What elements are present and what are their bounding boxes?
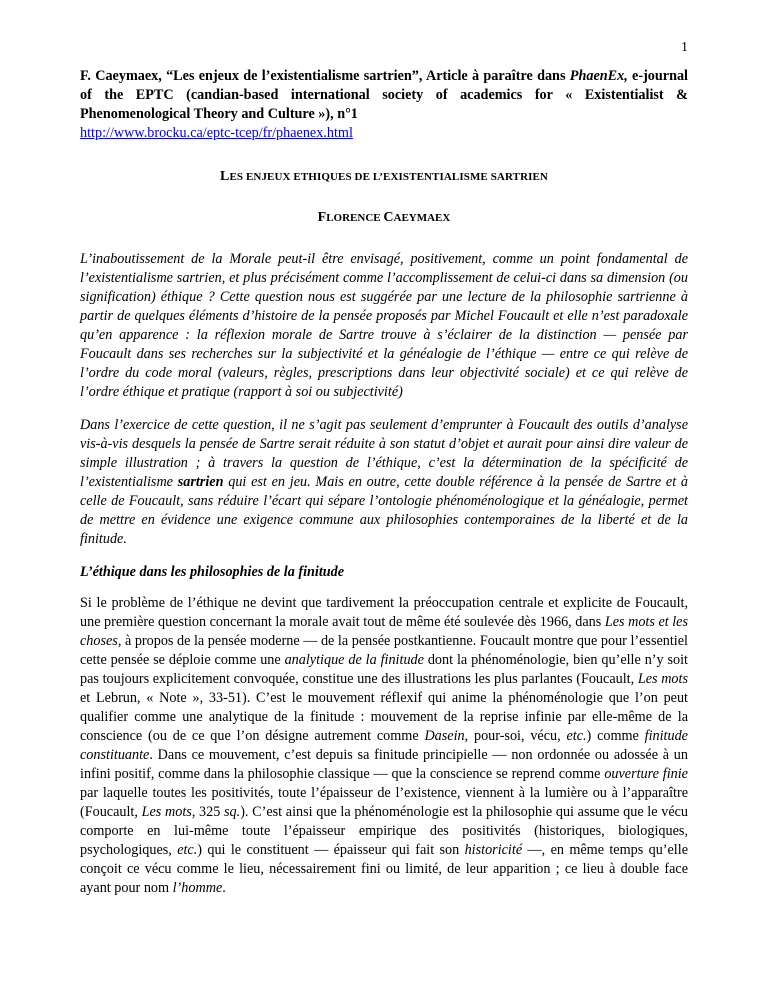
journal-name: PhaenEx,: [569, 68, 628, 84]
page-content: [80, 67, 688, 898]
author-name: FLORENCE CAEYMAEX: [317, 210, 451, 225]
emphasis-sartrien: sartrien: [177, 474, 224, 490]
journal-link[interactable]: http://www.brocku.ca/eptc-tcep/fr/phaenex.html: [80, 125, 353, 141]
citation-details: e-journal of the EPTC (candian-based international society of academics for « Existentialist & Phenomenological Theory and Culture »), n°1: [80, 68, 689, 122]
article-title: LES ENJEUX ETHIQUES DE L’EXISTENTIALISME SARTRIEN: [220, 169, 548, 184]
citation-header: [80, 67, 688, 143]
abstract-paragraph-2: Dans l’exercice de cette question, il ne s’agit pas seulement d’emprunter à Foucault des outils d’analyse vis-à-vis desquels la pensée de Sartre serait réduite à son statut d’objet et aurait pour ainsi dire valeur de simple illustration ; à travers la question de l’éthique, c’est la détermination de la spécificité de l’existentialisme sartrien qui est en jeu. Mais en outre, cette double référence à la pensée de Sartre et à celle de Foucault, sans réduire l’écart qui sépare l’ontologie phénoménologique et la généalogie, permet de mettre en évidence une exigence commune aux philosophies contemporaines de la liberté et de la finitude.: [80, 417, 688, 547]
section-heading: L’éthique dans les philosophies de la finitude: [80, 564, 345, 580]
page-number: 1: [681, 40, 688, 55]
body-paragraph: Si le problème de l’éthique ne devint que tardivement la préoccupation centrale et explicite de Foucault, une première question concernant la morale avait tout de même été soulevée dès 1966, dans Les mots et les choses, à propos de la pensée moderne — de la pensée postkantienne. Foucault montre que pour l’essentiel cette pensée se déploie comme une analytique de la finitude dont la phénoménologie, bien qu’elle n’y soit pas toujours explicitement convoquée, constitue une des illustrations les plus parlantes (Foucault, Les mots et Lebrun, « Note », 33-51). C’est le mouvement réflexif qui anime la phénoménologie que l’on peut qualifier comme une analytique de la finitude : mouvement de la reprise infinie par elle-même de la conscience (ou de ce que l’on désigne autrement comme Dasein, pour-soi, vécu, etc.) comme finitude constituante. Dans ce mouvement, c’est depuis sa finitude principielle — non ordonnée ou adossée à un infini positif, comme dans la philosophie classique — que la conscience se reprend comme ouverture finie par laquelle toutes les positivités, toute l’épaisseur de l’existence, viennent à la lumière ou à l’apparaître (Foucault, Les mots, 325 sq.). C’est ainsi que la phénoménologie est la philosophie qui assume que le vécu comporte en lui-même toute l’épaisseur empirique des positivités (historiques, biologiques, psychologiques, etc.) qui le constituent — épaisseur qui fait son historicité —, en même temps qu’elle conçoit ce vécu comme le lieu, nécessairement fini ou limité, de leur apparition ; ce lieu à double face ayant pour nom l’homme.: [80, 595, 689, 896]
abstract-paragraph-1: L’inaboutissement de la Morale peut-il être envisagé, positivement, comme un point fondamental de l’existentialisme sartrien, et plus précisément comme l’accomplissement de celui-ci dans sa dimension (ou signification) éthique ? Cette question nous est suggérée par une lecture de la philosophie sartrienne à partir de quelques éléments d’histoire de la pensée proposés par Michel Foucault et elle n’est paradoxale qu’en apparence : la réflexion morale de Sartre trouve à s’éclairer de la distinction — pensée par Foucault dans ses recherches sur la subjectivité et la généalogie de l’éthique — entre ce qui relève de l’ordre du code moral (valeurs, règles, prescriptions dans leur objectivité sociale) et ce qui relève de l’ordre éthique et pratique (rapport à soi ou subjectivité): [80, 251, 688, 400]
citation-line: F. Caeymaex, “Les enjeux de l’existentialisme sartrien”, Article à paraître dans: [80, 68, 566, 84]
